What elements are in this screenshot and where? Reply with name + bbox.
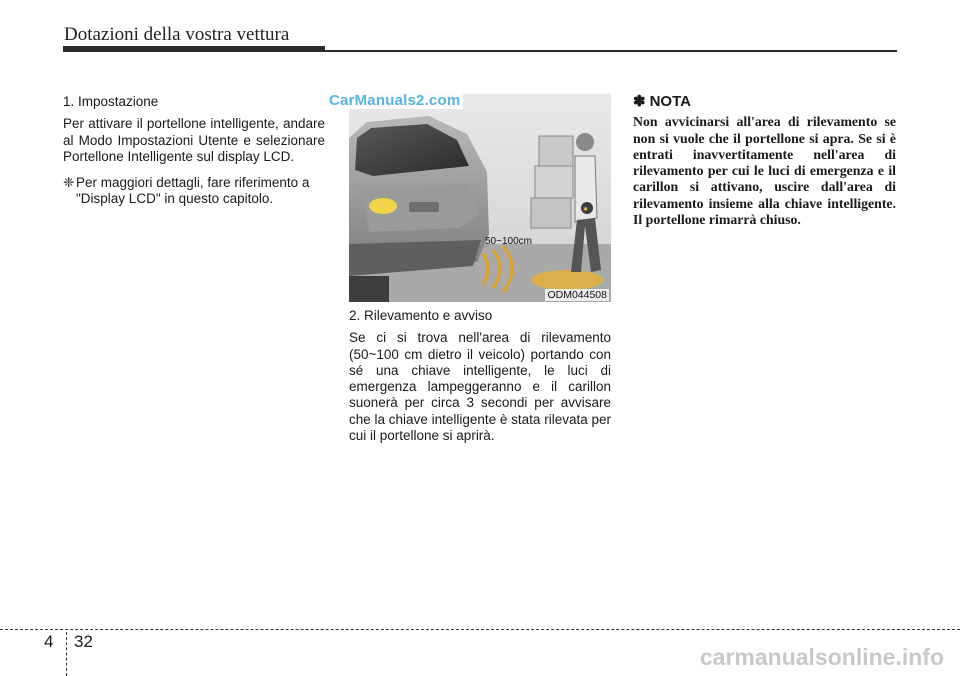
note-box [633, 94, 896, 228]
note-heading [633, 94, 896, 110]
smart-tailgate-illustration [349, 94, 611, 302]
middle-column [349, 308, 611, 454]
page-number-divider [66, 632, 67, 676]
note-title: NOTA [649, 93, 691, 110]
bullet-symbol: ❈ [63, 175, 75, 191]
reference-text: Per maggiori dettagli, fare riferimento a "Display LCD" in questo capitolo. [76, 175, 310, 207]
setup-subheading: 1. Impostazione [63, 94, 159, 109]
section-number: 4 [44, 632, 54, 651]
watermark-bottom[interactable]: carmanualsonline.info [699, 644, 944, 670]
footer-dashed-rule [0, 629, 960, 630]
distance-label: 50~100cm [485, 236, 532, 247]
detection-paragraph: Se ci si trova nell'area di rilevamento (50~100 cm dietro il veicolo) portando con sé una chiave intelligente, le luci di emergenza lampeggeranno e il carillon suonerà per circa 3 secondi per avvisare che la chiave intelligente è stata rilevata per cui il portellone si aprirà. [349, 330, 611, 444]
note-symbol-icon: ✽ [633, 93, 646, 110]
left-column [63, 94, 325, 208]
watermark-top[interactable]: CarManuals2.com [326, 92, 463, 109]
reference-bullet [63, 175, 325, 208]
note-body: Non avvicinarsi all'area di rilevamento se non si vuole che il portellone si apra. Se si è entrati inavvertitamente nell'area di rilevamento per cui le luci di emergenza e il carillon si attivano, uscire dall'area di rilevamento insieme alla chiave intelligente. Il portellone rimarrà chiuso. [633, 114, 896, 228]
header-rule-thin [63, 50, 897, 52]
page-header-title: Dotazioni della vostra vettura [64, 24, 290, 45]
page-number: 32 [74, 632, 93, 651]
svg-text:✱: ✱ [583, 206, 589, 213]
detection-subheading: 2. Rilevamento e avviso [349, 308, 493, 323]
setup-paragraph: Per attivare il portellone intelligente, andare al Modo Impostazioni Utente e selezionare Portellone Intelligente sul display LCD. [63, 116, 325, 164]
figure-code: ODM044508 [547, 289, 607, 301]
person-carrying-boxes-icon [509, 122, 609, 292]
